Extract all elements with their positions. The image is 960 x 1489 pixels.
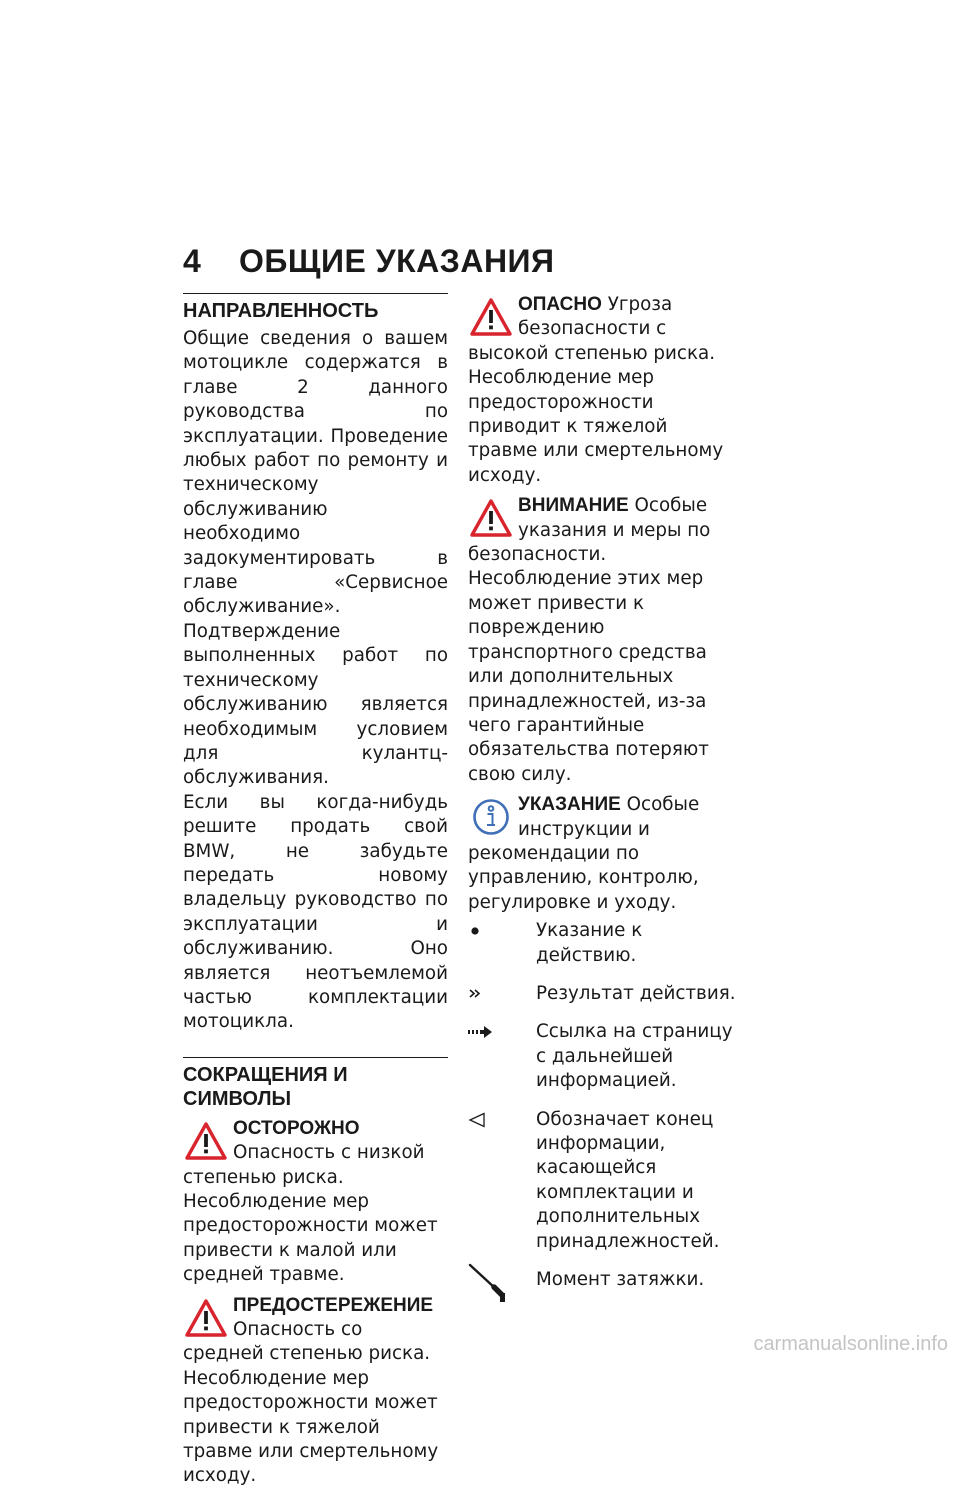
note-notice xyxy=(468,793,736,915)
section-heading-direction: НАПРАВЛЕННОСТЬ xyxy=(183,300,379,322)
attention-text: Особые указания и меры по безопасности. Несоблюдение этих мер может привести к повреждению транспортного средства или дополнительных принадлежностей, из-за чего гарантийные обязательства потеряют свою силу. xyxy=(468,495,711,785)
symbol-row xyxy=(468,919,736,968)
symbol-row xyxy=(468,1268,736,1292)
caution-notice xyxy=(183,1117,448,1288)
symbol-text: Результат действия. xyxy=(536,982,736,1004)
symbol-text: Ссылка на страницу с дальнейшей информацией. xyxy=(536,1021,733,1092)
note-text: Особые инструкции и рекомендации по управлению, контролю, регулировке и уходу. xyxy=(468,794,700,913)
direction-paragraph-1: Общие сведения о вашем мотоцикле содержатся в главе 2 данного руководства по эксплуатации. Проведение любых работ по ремонту и техническому обслуживанию необходимо задокументировать в главе «Сервисное обслуживание». Подтверждение выполненных работ по техническому обслуживанию является необходимым условием для кулантц-обслуживания. xyxy=(183,328,448,789)
direction-paragraph-2: Если вы когда-нибудь решите продать свой BMW, не забудьте передать новому владельцу руководство по эксплуатации и обслуживанию. Оно является неотъемлемой частью комплектации мотоцикла. xyxy=(183,791,448,1033)
warning-label: ПРЕДОСТЕРЕЖЕНИЕ xyxy=(233,1294,434,1316)
warning-triangle-icon xyxy=(470,498,512,538)
symbol-row xyxy=(468,982,736,1006)
danger-notice xyxy=(468,293,736,488)
double-chevron-icon xyxy=(468,982,536,1006)
symbol-text: Указание к действию. xyxy=(536,920,643,966)
symbol-text: Момент затяжки. xyxy=(536,1269,705,1291)
warning-triangle-icon xyxy=(185,1121,227,1161)
chapter-number: 4 xyxy=(183,243,202,279)
page-reference-arrow-icon xyxy=(468,1020,536,1044)
warning-text: Опасность со средней степенью риска. Несоблюдение мер предосторожности может привести к тяжелой травме или смертельному исходу. xyxy=(183,1319,439,1487)
section-heading-abbreviations: СОКРАЩЕНИЯ И СИМВОЛЫ xyxy=(183,1063,348,1110)
bullet-icon xyxy=(468,919,536,943)
attention-label: ВНИМАНИЕ xyxy=(518,495,629,517)
note-label: УКАЗАНИЕ xyxy=(518,794,621,816)
chapter-title-text: ОБЩИЕ УКАЗАНИЯ xyxy=(239,243,555,279)
section-rule xyxy=(183,1057,448,1058)
warning-triangle-icon xyxy=(470,297,512,337)
danger-text: Угроза безопасности с высокой степенью риска. Несоблюдение мер предосторожности приводит к тяжелой травме или смертельному исходу. xyxy=(468,294,724,486)
attention-notice xyxy=(468,494,736,787)
torque-wrench-icon xyxy=(468,1268,536,1292)
section-rule xyxy=(183,293,448,294)
symbol-list xyxy=(468,919,736,1292)
watermark: carmanualsonline.info xyxy=(753,1333,948,1355)
symbol-row xyxy=(468,1020,736,1093)
right-column xyxy=(468,293,736,1306)
caution-label: ОСТОРОЖНО xyxy=(233,1117,360,1139)
warning-notice xyxy=(183,1294,448,1489)
warning-triangle-icon xyxy=(185,1298,227,1338)
caution-text: Опасность с низкой степенью риска. Несоблюдение мер предосторожности может привести к малой или средней травме. xyxy=(183,1142,438,1286)
left-column xyxy=(183,293,448,1489)
end-triangle-icon xyxy=(468,1108,536,1132)
symbol-row xyxy=(468,1108,736,1254)
info-circle-icon xyxy=(470,797,512,837)
symbol-text: Обозначает конец информации, касающейся комплектации и дополнительных принадлежностей. xyxy=(536,1108,720,1252)
chapter-title xyxy=(183,243,555,280)
danger-label: ОПАСНО xyxy=(518,294,602,315)
